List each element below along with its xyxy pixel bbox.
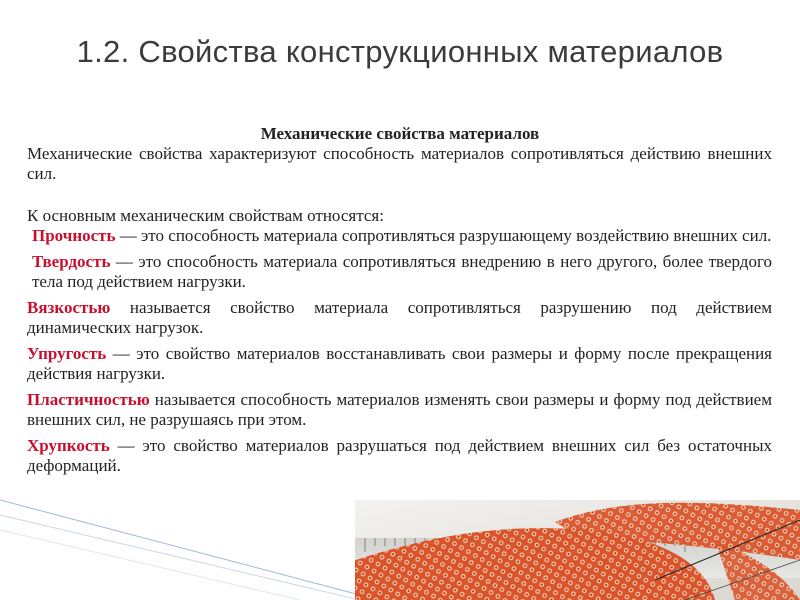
property-item-strength xyxy=(27,226,772,246)
property-text: — это свойство материалов восстанавливать свои размеры и форму после прекращения действия нагрузки. xyxy=(27,344,772,383)
section-subtitle: Механические свойства материалов xyxy=(260,124,540,143)
property-item-plasticity xyxy=(27,390,772,430)
material-photo xyxy=(355,500,800,600)
property-item-toughness xyxy=(27,298,772,338)
property-term: Твердость xyxy=(32,252,111,271)
property-term: Пластичностью xyxy=(27,390,150,409)
property-term: Вязкостью xyxy=(27,298,111,317)
property-item-hardness xyxy=(27,252,772,292)
property-term: Упругость xyxy=(27,344,107,363)
list-intro: К основным механическим свойствам относятся: xyxy=(27,206,384,225)
property-text: называется свойство материала сопротивляться разрушению под действием динамических нагрузок. xyxy=(27,298,772,337)
intro-paragraph: Механические свойства характеризуют способность материалов сопротивляться действию внешних сил. xyxy=(27,144,772,183)
property-term: Хрупкость xyxy=(27,436,110,455)
property-text: — это способность материала сопротивляться внедрению в него другого, более твердого тела под действием нагрузки. xyxy=(32,252,772,291)
text-body xyxy=(27,144,772,476)
page-title: 1.2. Свойства конструкционных материалов xyxy=(76,34,724,69)
property-text: называется способность материалов изменять свои размеры и форму под действием внешних сил, не разрушаясь при этом. xyxy=(27,390,772,429)
property-text: — это способность материала сопротивляться разрушающему воздействию внешних сил. xyxy=(115,226,772,245)
decorative-lines xyxy=(0,490,360,600)
property-term: Прочность xyxy=(32,226,116,245)
property-item-elasticity xyxy=(27,344,772,384)
property-text: — это свойство материалов разрушаться под действием внешних сил без остаточных деформаций. xyxy=(27,436,772,475)
property-item-brittleness xyxy=(27,436,772,476)
